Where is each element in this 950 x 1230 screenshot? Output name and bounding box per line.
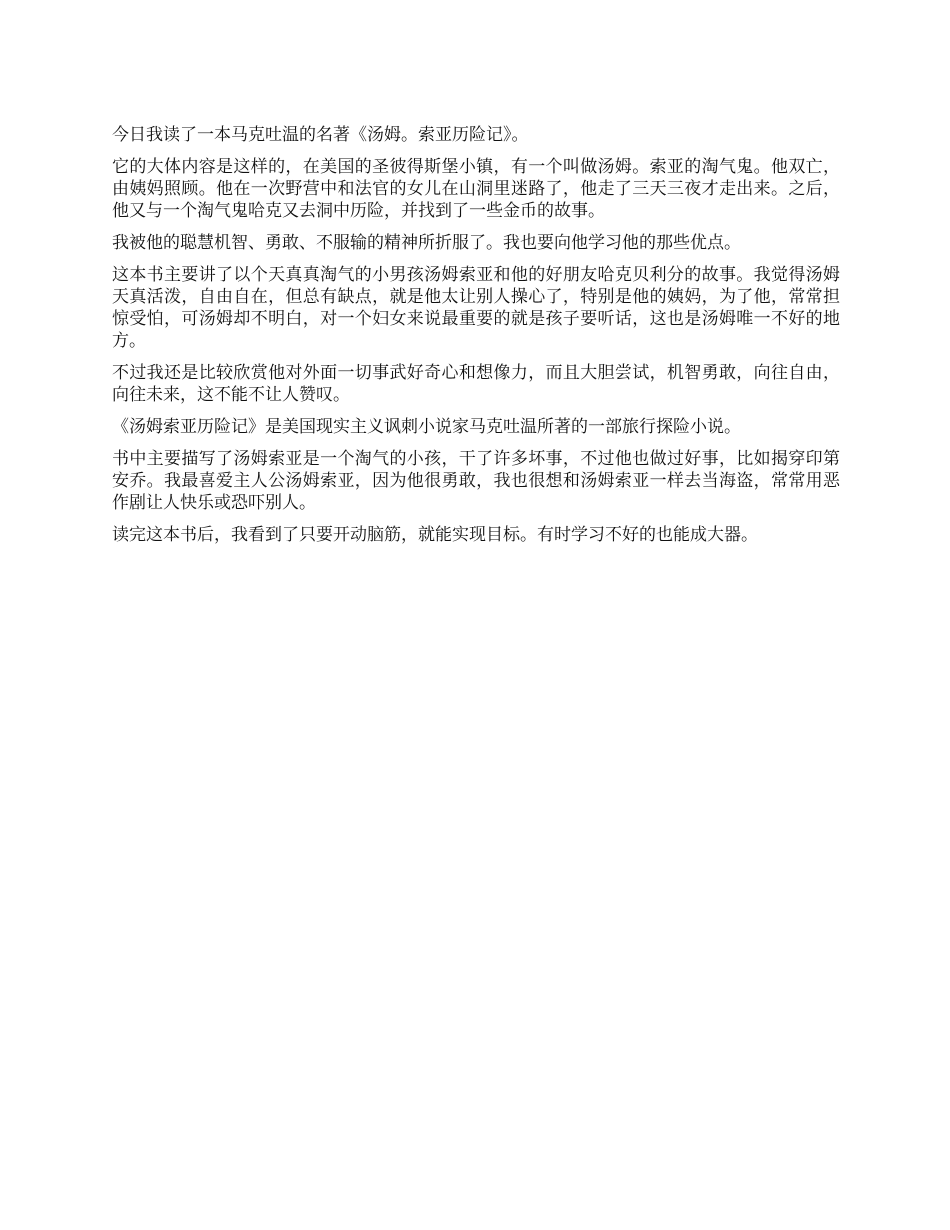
paragraph-3: 我被他的聪慧机智、勇敢、不服输的精神所折服了。我也要向他学习他的那些优点。 [112,233,741,253]
paragraph-5: 不过我还是比较欣赏他对外面一切事武好奇心和想像力，而且大胆尝试，机智勇敢，向往自由，向往未来，这不能不让人赞叹。 [112,363,840,405]
paragraph-4: 这本书主要讲了以个天真真淘气的小男孩汤姆索亚和他的好朋友哈克贝利分的故事。我觉得汤姆天真活泼，自由自在，但总有缺点，就是他太让别人操心了，特别是他的姨妈，为了他，常常担惊受怕，可汤姆却不明白，对一个妇女来说最重要的就是孩子要听话，这也是汤姆唯一不好的地方。 [112,265,840,351]
document-body [112,124,840,556]
paragraph-1: 今日我读了一本马克吐温的名著《汤姆。索亚历险记》。 [112,125,529,145]
paragraph-6: 《汤姆索亚历险记》是美国现实主义讽刺小说家马克吐温所著的一部旅行探险小说。 [112,417,741,437]
paragraph-8: 读完这本书后，我看到了只要开动脑筋，就能实现目标。有时学习不好的也能成大器。 [112,525,758,545]
paragraph-7: 书中主要描写了汤姆索亚是一个淘气的小孩，干了许多坏事，不过他也做过好事，比如揭穿印第安乔。我最喜爱主人公汤姆索亚，因为他很勇敢，我也很想和汤姆索亚一样去当海盗，常常用恶作剧让人快乐或恐吓别人。 [112,449,840,513]
paragraph-2: 它的大体内容是这样的，在美国的圣彼得斯堡小镇，有一个叫做汤姆。索亚的淘气鬼。他双亡，由姨妈照顾。他在一次野营中和法官的女儿在山洞里迷路了，他走了三天三夜才走出来。之后，他又与一个淘气鬼哈克又去洞中历险，并找到了一些金币的故事。 [112,157,840,221]
